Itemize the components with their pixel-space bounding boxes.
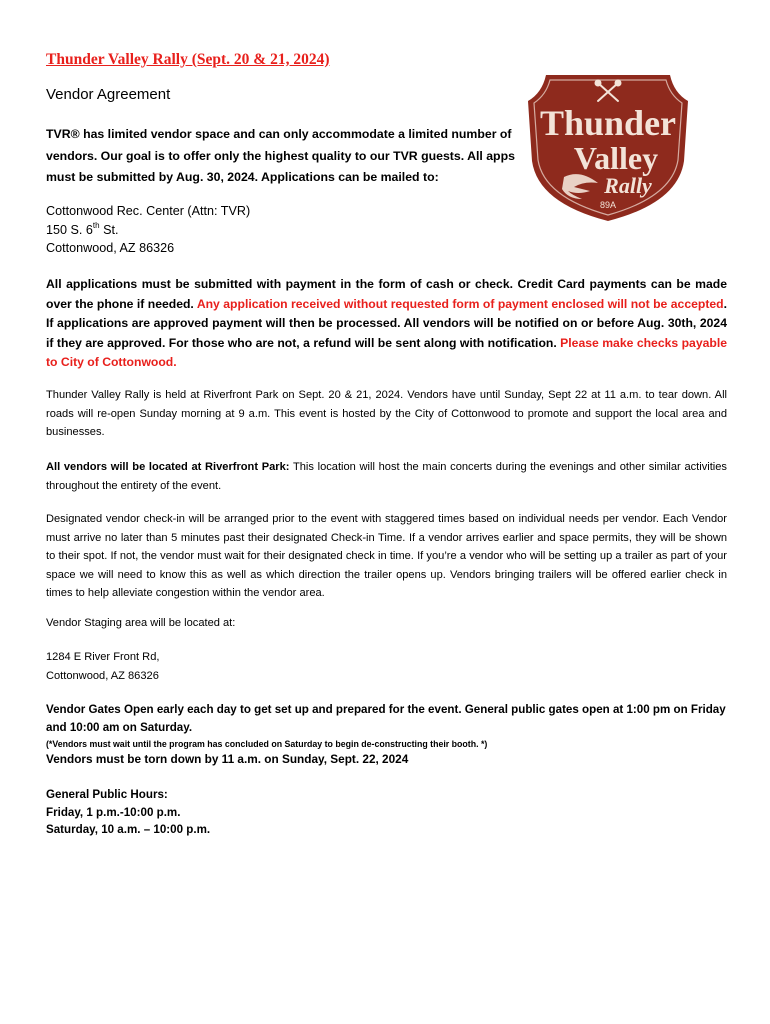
thunder-valley-rally-logo (524, 65, 692, 223)
address-superscript: th (92, 220, 100, 230)
vendor-location-text: This location will host the main concerts during the evenings and other similar activities throughout the entirety of the event. (46, 461, 727, 492)
logo-badge-89a: 89A (599, 200, 617, 210)
vendor-location-paragraph (46, 458, 727, 495)
address-street-suffix: St. (99, 222, 119, 237)
intro-paragraph: TVR® has limited vendor space and can only accommodate a limited number of vendors. Our goal is to offer only the highest quality to our TVR guests. All apps must be submitted by Aug. 30, 2024. Applications can be mailed to: (46, 127, 515, 184)
staging-address (46, 648, 159, 685)
logo-text-rally: Rally (604, 173, 652, 198)
address-line-2 (46, 221, 250, 240)
logo-text-valley: Valley (573, 140, 659, 176)
checks-payable-text: Please make checks payable to City of Cottonwood. (46, 335, 727, 369)
vendor-location-heading: All vendors will be located at Riverfront Park: (46, 461, 290, 473)
payment-warning-text: Any application received without requested form of payment enclosed will not be accepted (196, 296, 724, 311)
logo-text-thunder: Thunder (539, 103, 677, 143)
public-hours-friday: Friday, 1 p.m.-10:00 p.m. (46, 805, 181, 819)
address-line-1: Cottonwood Rec. Center (Attn: TVR) (46, 204, 251, 218)
staging-address-line-1: 1284 E River Front Rd, (46, 651, 160, 663)
tear-down-deadline: Vendors must be torn down by 11 a.m. on Sunday, Sept. 22, 2024 (46, 752, 409, 766)
document-subtitle: Vendor Agreement (46, 86, 171, 103)
public-hours-saturday: Saturday, 10 a.m. – 10:00 p.m. (46, 823, 211, 836)
staging-address-line-2: Cottonwood, AZ 86326 (46, 669, 159, 682)
public-hours (46, 786, 210, 839)
check-in-paragraph: Designated vendor check-in will be arranged prior to the event with staggered times based on individual needs per vendor. Each Vendor must arrive no later than 5 minutes past their designated Check-in Time. If a vendor arrives earlier and space permits, they will be shown to their spot. If not, the vendor must wait for their designated check in time. If you’re a vendor who will be setting up a trailer as part of your space we will need to know this as well as which direction the trailer opens up. Vendors bringing trailers will be offered earlier check in times to help alleviate congestion within the vendor area. (46, 513, 727, 600)
event-info-paragraph: Thunder Valley Rally is held at Riverfront Park on Sept. 20 & 21, 2024. Vendors have until Sunday, Sept 22 at 11 a.m. to tear down. All roads will re-open Sunday morning at 9 a.m. This event is hosted by the City of Cottonwood to promote and support the local area and businesses. (46, 389, 727, 439)
mailing-address (46, 202, 250, 258)
staging-label: Vendor Staging area will be located at: (46, 617, 236, 629)
document-title: Thunder Valley Rally (Sept. 20 & 21, 2024) (46, 51, 330, 68)
address-street-number: 150 S. 6 (46, 222, 93, 237)
payment-text-1: All applications must be submitted with payment in the form of cash or check. Credit Card payments can be made over the phone if needed. (46, 277, 727, 311)
deconstruction-note: (*Vendors must wait until the program has concluded on Saturday to begin de-constructing their booth. *) (46, 739, 488, 749)
public-hours-heading: General Public Hours: (46, 788, 168, 801)
payment-paragraph (46, 275, 727, 373)
gates-paragraph: Vendor Gates Open early each day to get set up and prepared for the event. General public gates open at 1:00 pm on Friday and 10:00 am on Saturday. (46, 703, 726, 734)
address-line-3: Cottonwood, AZ 86326 (46, 241, 175, 255)
payment-text-2: . If applications are approved payment will then be processed. All vendors will be notified on or before Aug. 30th, 2024 if they are approved. For those who are not, a refund will be sent along with notification. (46, 296, 727, 350)
